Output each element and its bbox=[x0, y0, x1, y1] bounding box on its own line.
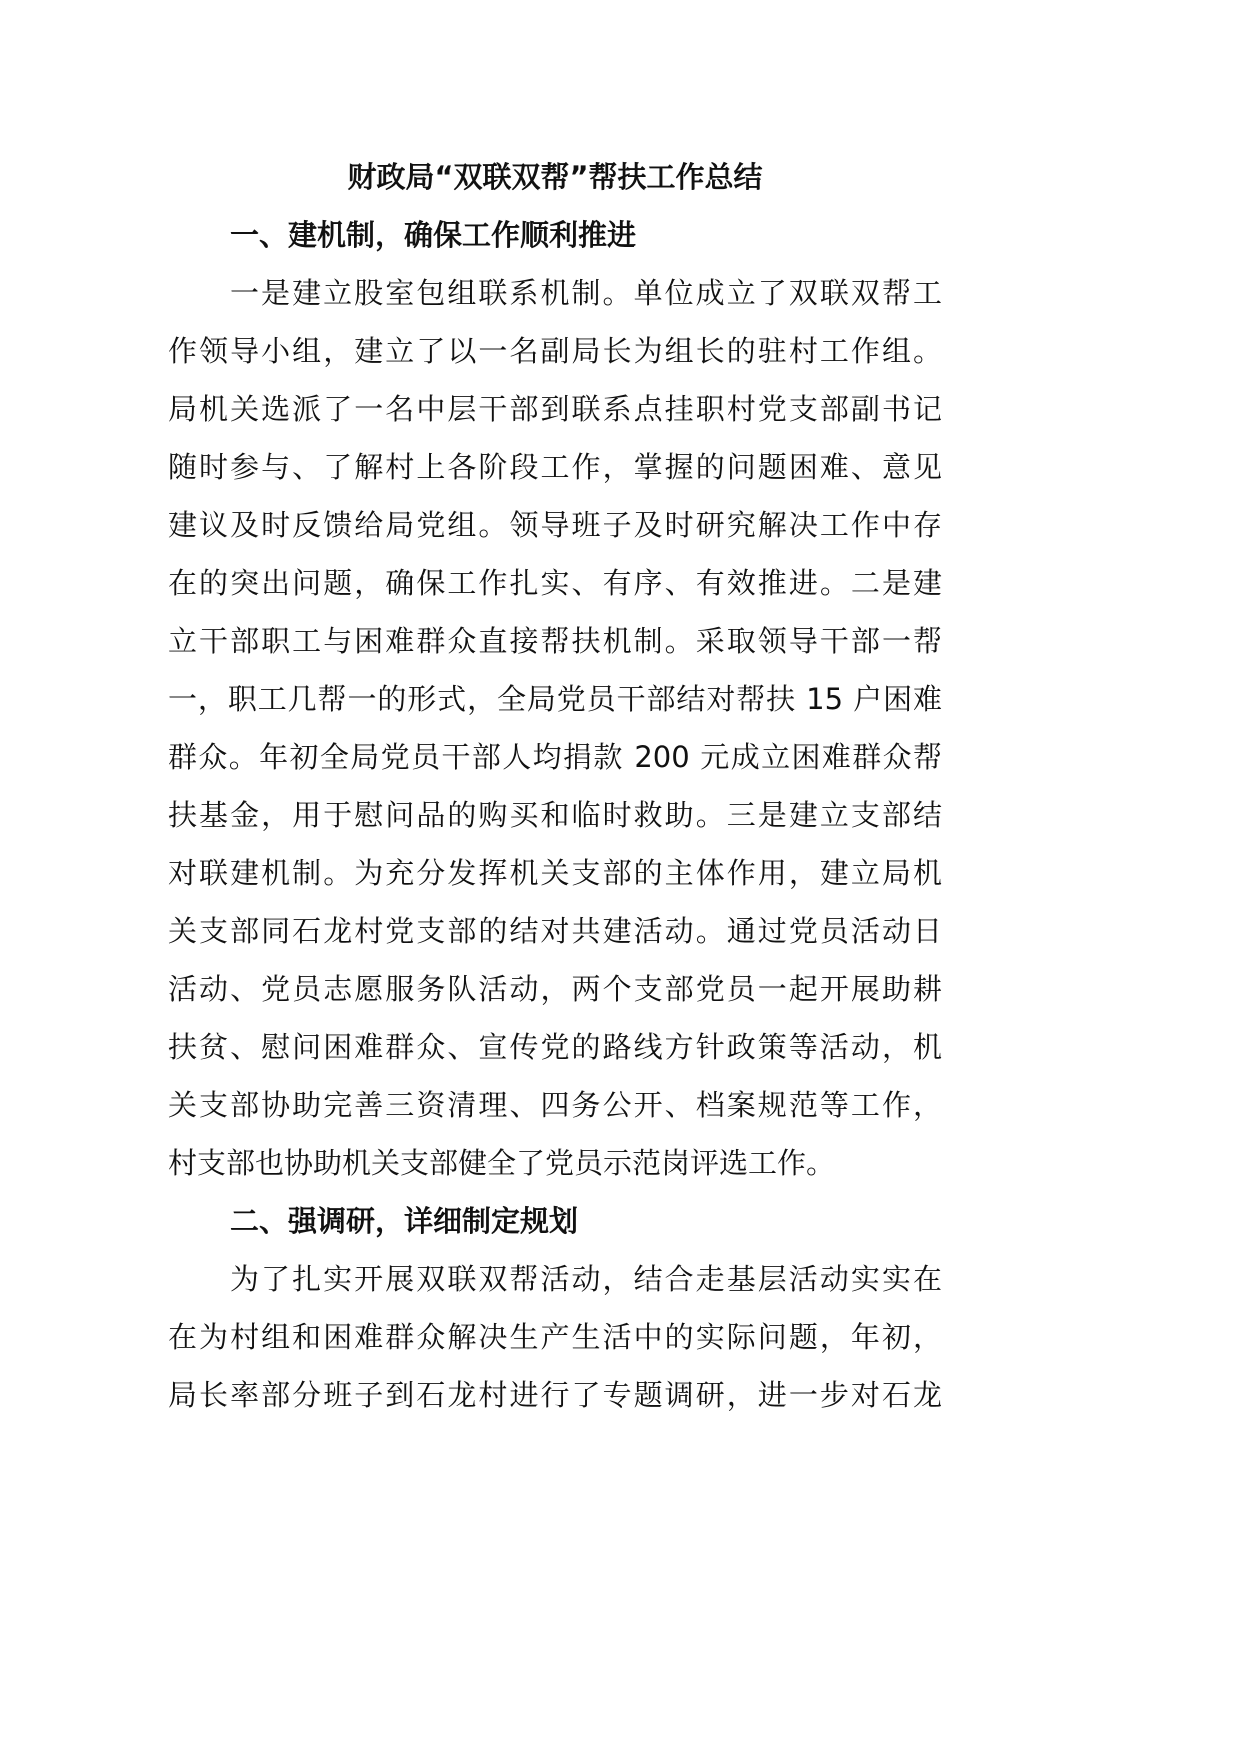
text-line: 对联建机制。为充分发挥机关支部的主体作用，建立局机 bbox=[168, 856, 942, 890]
section-2-paragraph bbox=[168, 1250, 942, 1424]
text-line: 群众。年初全局党员干部人均捐款 200 元成立困难群众帮 bbox=[168, 740, 942, 774]
text-line: 局机关选派了一名中层干部到联系点挂职村党支部副书记 bbox=[168, 392, 942, 426]
document-body bbox=[168, 148, 942, 1424]
text-line: 建议及时反馈给局党组。领导班子及时研究解决工作中存 bbox=[168, 508, 942, 542]
section-heading-2: 二、强调研，详细制定规划 bbox=[230, 1204, 579, 1238]
text-line: 关支部同石龙村党支部的结对共建活动。通过党员活动日 bbox=[168, 914, 942, 948]
section-1-paragraph bbox=[168, 264, 942, 1192]
text-line: 村支部也协助机关支部健全了党员示范岗评选工作。 bbox=[168, 1146, 836, 1180]
text-line: 立干部职工与困难群众直接帮扶机制。采取领导干部一帮 bbox=[168, 624, 942, 658]
text-line: 一是建立股室包组联系机制。单位成立了双联双帮工 bbox=[230, 276, 942, 310]
text-line: 在的突出问题，确保工作扎实、有序、有效推进。二是建 bbox=[168, 566, 942, 600]
text-line: 活动、党员志愿服务队活动，两个支部党员一起开展助耕 bbox=[168, 972, 942, 1006]
text-line: 一，职工几帮一的形式，全局党员干部结对帮扶 15 户困难 bbox=[168, 682, 942, 716]
text-line: 扶贫、慰问困难群众、宣传党的路线方针政策等活动，机 bbox=[168, 1030, 942, 1064]
text-line: 扶基金，用于慰问品的购买和临时救助。三是建立支部结 bbox=[168, 798, 942, 832]
text-line: 作领导小组，建立了以一名副局长为组长的驻村工作组。 bbox=[168, 334, 942, 368]
document-title: 财政局“双联双帮”帮扶工作总结 bbox=[347, 160, 763, 194]
text-line: 关支部协助完善三资清理、四务公开、档案规范等工作， bbox=[168, 1088, 942, 1122]
text-line: 为了扎实开展双联双帮活动，结合走基层活动实实在 bbox=[230, 1262, 942, 1296]
section-heading-1: 一、建机制，确保工作顺利推进 bbox=[230, 218, 637, 252]
text-line: 随时参与、了解村上各阶段工作，掌握的问题困难、意见 bbox=[168, 450, 942, 484]
text-line: 局长率部分班子到石龙村进行了专题调研，进一步对石龙 bbox=[168, 1378, 942, 1412]
text-line: 在为村组和困难群众解决生产生活中的实际问题，年初， bbox=[168, 1320, 942, 1354]
